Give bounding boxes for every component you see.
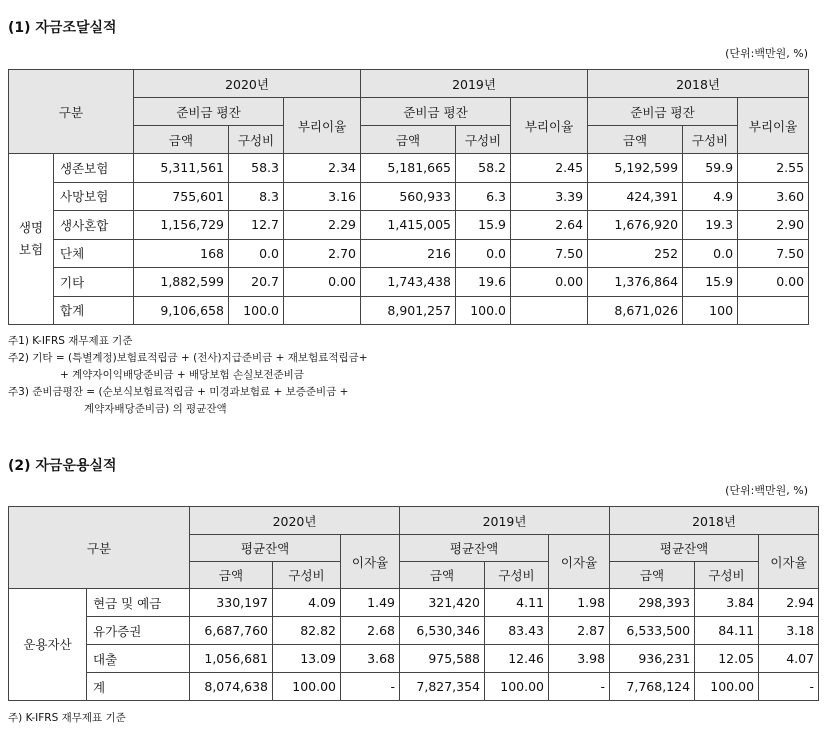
value-cell: 6,687,760 [190, 617, 273, 645]
header-ratio: 구성비 [273, 562, 341, 589]
value-cell: 7,827,354 [400, 673, 485, 701]
table-row [9, 211, 809, 240]
value-cell: 5,192,599 [588, 154, 683, 183]
value-cell: 2.94 [759, 589, 819, 617]
value-cell: 83.43 [485, 617, 549, 645]
value-cell: 100.0 [229, 296, 284, 325]
funding-table [8, 69, 809, 325]
value-cell: 3.39 [511, 182, 588, 211]
value-cell: 2.29 [284, 211, 361, 240]
value-cell: 4.09 [273, 589, 341, 617]
header-amount: 금액 [400, 562, 485, 589]
value-cell: 100.00 [273, 673, 341, 701]
value-cell: 2.90 [738, 211, 809, 240]
value-cell: 0.0 [456, 239, 511, 268]
header-category: 구분 [9, 70, 134, 154]
row-label: 사망보험 [54, 182, 134, 211]
value-cell: 15.9 [683, 268, 738, 297]
header-rate: 부리이율 [284, 98, 361, 154]
group-label-life-insurance-text: 생명 [18, 220, 44, 235]
value-cell: - [549, 673, 610, 701]
note-2: 주2) 기타 = (특별계정)보험료적립금 + (전사)지급준비금 + 재보험료적립금+ [8, 352, 368, 364]
header-ratio: 구성비 [683, 126, 738, 154]
value-cell: 1,156,729 [134, 211, 229, 240]
header-year-2019: 2019년 [400, 507, 610, 535]
value-cell: 168 [134, 239, 229, 268]
group-label-life-insurance-text: 보험 [18, 242, 44, 257]
note-1: 주) K-IFRS 재무제표 기준 [8, 712, 126, 724]
header-amount: 금액 [134, 126, 229, 154]
row-label: 유가증권 [87, 617, 190, 645]
value-cell: - [341, 673, 400, 701]
group-label-operating-assets-text: 운용자산 [23, 636, 72, 652]
value-cell: 2.34 [284, 154, 361, 183]
value-cell: - [759, 673, 819, 701]
value-cell: 1.49 [341, 589, 400, 617]
value-cell: 100.0 [456, 296, 511, 325]
header-interest-rate: 이자율 [549, 535, 610, 589]
value-cell: 216 [361, 239, 456, 268]
row-label: 기타 [54, 268, 134, 297]
value-cell: 560,933 [361, 182, 456, 211]
section2-unit: (단위:백만원, %) [725, 484, 808, 497]
value-cell: 3.68 [341, 645, 400, 673]
value-cell: 3.98 [549, 645, 610, 673]
table-row [9, 154, 809, 183]
header-ratio: 구성비 [485, 562, 549, 589]
note-1: 주1) K-IFRS 재무제표 기준 [8, 335, 133, 347]
value-cell: 59.9 [683, 154, 738, 183]
row-label: 대출 [87, 645, 190, 673]
header-reserve-avg: 준비금 평잔 [361, 98, 511, 126]
value-cell: 5,311,561 [134, 154, 229, 183]
value-cell: 15.9 [456, 211, 511, 240]
header-amount: 금액 [588, 126, 683, 154]
header-year-2020: 2020년 [134, 70, 361, 98]
header-year-2018: 2018년 [588, 70, 809, 98]
value-cell: 5,181,665 [361, 154, 456, 183]
header-avg-balance: 평균잔액 [400, 535, 549, 562]
value-cell: 936,231 [610, 645, 695, 673]
value-cell: 6.3 [456, 182, 511, 211]
section2-title: (2) 자금운용실적 [8, 458, 117, 474]
value-cell: 8,901,257 [361, 296, 456, 325]
value-cell: 20.7 [229, 268, 284, 297]
value-cell: 1,376,864 [588, 268, 683, 297]
value-cell: 3.84 [695, 589, 759, 617]
row-label: 현금 및 예금 [87, 589, 190, 617]
value-cell: 12.05 [695, 645, 759, 673]
value-cell: 100.00 [485, 673, 549, 701]
section1-unit: (단위:백만원, %) [725, 47, 808, 60]
header-interest-rate: 이자율 [341, 535, 400, 589]
header-reserve-avg: 준비금 평잔 [134, 98, 284, 126]
header-amount: 금액 [361, 126, 456, 154]
value-cell: 2.70 [284, 239, 361, 268]
investment-table [8, 506, 819, 701]
value-cell: 100.00 [695, 673, 759, 701]
group-label-life-insurance [9, 154, 54, 325]
value-cell: 4.9 [683, 182, 738, 211]
table-row [9, 239, 809, 268]
value-cell: 2.45 [511, 154, 588, 183]
value-cell: 19.3 [683, 211, 738, 240]
value-cell: 1,056,681 [190, 645, 273, 673]
row-label: 단체 [54, 239, 134, 268]
value-cell: 298,393 [610, 589, 695, 617]
value-cell: 3.18 [759, 617, 819, 645]
value-cell: 7,768,124 [610, 673, 695, 701]
value-cell: 2.55 [738, 154, 809, 183]
value-cell: 321,420 [400, 589, 485, 617]
value-cell: 84.11 [695, 617, 759, 645]
value-cell: 330,197 [190, 589, 273, 617]
value-cell: 19.6 [456, 268, 511, 297]
header-ratio: 구성비 [695, 562, 759, 589]
table-row [9, 617, 819, 645]
value-cell: 7.50 [511, 239, 588, 268]
section2-note [8, 710, 126, 727]
value-cell: 0.0 [683, 239, 738, 268]
header-rate: 부리이율 [511, 98, 588, 154]
value-cell: 2.64 [511, 211, 588, 240]
header-amount: 금액 [190, 562, 273, 589]
value-cell: 8,671,026 [588, 296, 683, 325]
value-cell: 1,882,599 [134, 268, 229, 297]
header-year-2018: 2018년 [610, 507, 819, 535]
value-cell: 8.3 [229, 182, 284, 211]
header-rate: 부리이율 [738, 98, 809, 154]
value-cell: 0.00 [284, 268, 361, 297]
value-cell: 12.46 [485, 645, 549, 673]
header-avg-balance: 평균잔액 [610, 535, 759, 562]
group-label-operating-assets [9, 589, 87, 701]
value-cell: 975,588 [400, 645, 485, 673]
value-cell: 0.00 [511, 268, 588, 297]
value-cell: 1,676,920 [588, 211, 683, 240]
value-cell [511, 296, 588, 325]
value-cell: 6,530,346 [400, 617, 485, 645]
value-cell: 2.68 [341, 617, 400, 645]
value-cell: 58.2 [456, 154, 511, 183]
value-cell: 13.09 [273, 645, 341, 673]
value-cell: 3.16 [284, 182, 361, 211]
table-row [9, 673, 819, 701]
value-cell: 58.3 [229, 154, 284, 183]
header-ratio: 구성비 [229, 126, 284, 154]
section1-notes [8, 333, 368, 418]
row-label: 생사혼합 [54, 211, 134, 240]
header-reserve-avg: 준비금 평잔 [588, 98, 738, 126]
header-category: 구분 [9, 507, 190, 589]
value-cell: 4.11 [485, 589, 549, 617]
value-cell: 2.87 [549, 617, 610, 645]
value-cell: 424,391 [588, 182, 683, 211]
row-label: 합계 [54, 296, 134, 325]
value-cell: 0.00 [738, 268, 809, 297]
header-ratio: 구성비 [456, 126, 511, 154]
row-label: 계 [87, 673, 190, 701]
value-cell: 7.50 [738, 239, 809, 268]
value-cell: 8,074,638 [190, 673, 273, 701]
value-cell: 3.60 [738, 182, 809, 211]
value-cell: 6,533,500 [610, 617, 695, 645]
value-cell: 1,415,005 [361, 211, 456, 240]
value-cell: 252 [588, 239, 683, 268]
header-year-2019: 2019년 [361, 70, 588, 98]
table-row [9, 268, 809, 297]
header-year-2020: 2020년 [190, 507, 400, 535]
section1-title: (1) 자금조달실적 [8, 20, 117, 36]
header-amount: 금액 [610, 562, 695, 589]
value-cell: 9,106,658 [134, 296, 229, 325]
table-row [9, 296, 809, 325]
header-interest-rate: 이자율 [759, 535, 819, 589]
value-cell [284, 296, 361, 325]
value-cell: 0.0 [229, 239, 284, 268]
table-row [9, 589, 819, 617]
table-row [9, 645, 819, 673]
value-cell: 1.98 [549, 589, 610, 617]
value-cell: 4.07 [759, 645, 819, 673]
value-cell: 100 [683, 296, 738, 325]
row-label: 생존보험 [54, 154, 134, 183]
value-cell [738, 296, 809, 325]
note-2-cont: + 계약자이익배당준비금 + 배당보험 손실보전준비금 [60, 369, 304, 381]
value-cell: 82.82 [273, 617, 341, 645]
value-cell: 12.7 [229, 211, 284, 240]
table-row [9, 182, 809, 211]
value-cell: 1,743,438 [361, 268, 456, 297]
header-avg-balance: 평균잔액 [190, 535, 341, 562]
note-3: 주3) 준비금평잔 = (순보식보험료적립금 + 미경과보험료 + 보증준비금 + [8, 386, 349, 398]
value-cell: 755,601 [134, 182, 229, 211]
note-3-cont: 계약자배당준비금) 의 평균잔액 [84, 403, 227, 415]
